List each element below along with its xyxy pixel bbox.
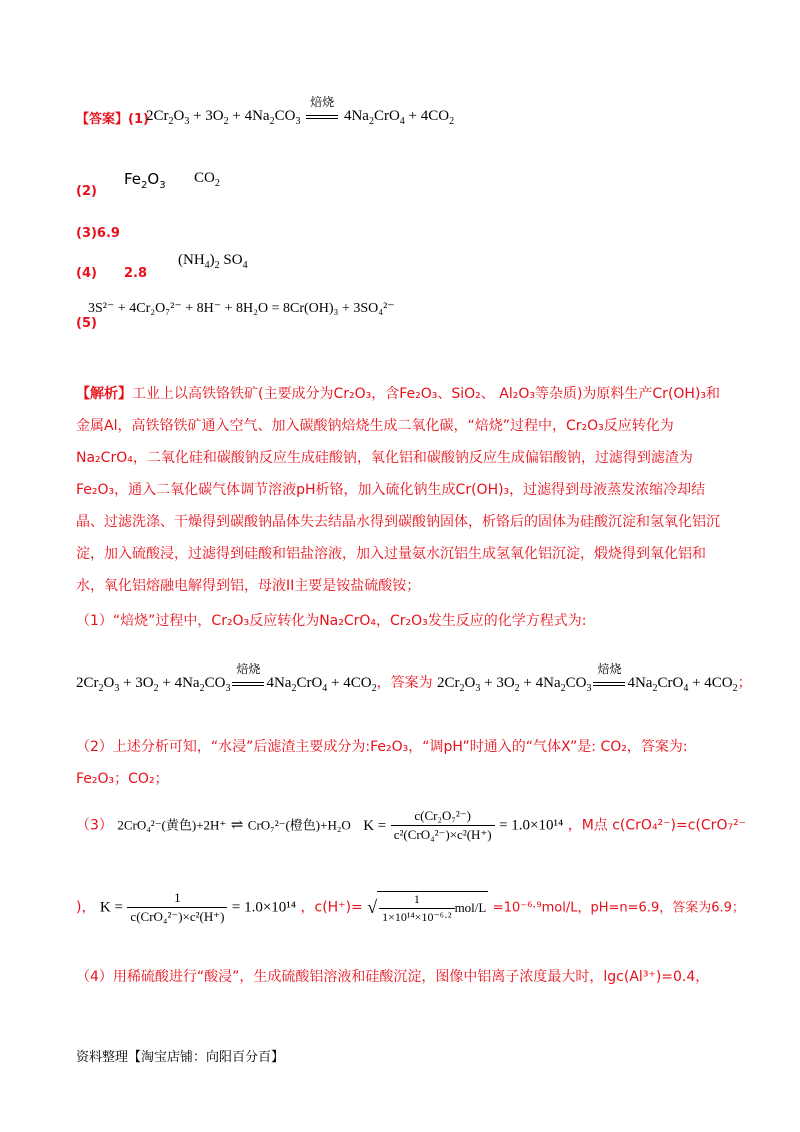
answer-equation-1: $2Cr_2O_3 + 3O_2 + 4Na_2CO_3$ 焙烧 $4Na_2CrO_4 + 4CO_2$ (146, 95, 455, 127)
sqrt-expression: $\frac{1}{\text{1×10¹⁴×10⁻⁶·²}}$ mol/L (377, 891, 488, 925)
ph-result: =10⁻⁶·⁹mol/L，pH=n=6.9，答案为6.9； (492, 900, 745, 916)
equilibrium-right: CrO₇²⁻(橙色)+H₂O (247, 817, 351, 833)
question-3-line: （3） 2CrO₄²⁻(黄色)+2H⁺ ⇌ CrO₇²⁻(橙色)+H₂O K = $\frac{\text{c(Cr₂O₇²⁻)}}{\text{c²(CrO₄²⁻)×c²(H⁺)}}$ = 1.0×10¹⁴ ，M点 c(CrO₄²⁻)=c(CrO₇²⁻ (76, 808, 747, 842)
sqrt-sign: √ (367, 897, 378, 917)
answer-part-5-equation: 3S²⁻ + 4Cr₂O₇²⁻ + 8H⁻ + 8H₂O = 8Cr(OH)₃ + 3SO₄²⁻ (88, 301, 395, 316)
answer-part-2-number: (2) (76, 184, 97, 199)
answer-tag: 【答案】 (76, 112, 129, 127)
answer-part-3: (3)6.9 (76, 226, 120, 241)
answer-part-4-value: 2.8 (124, 266, 148, 281)
analysis-paragraph (76, 378, 726, 602)
k-expression-fraction-2: $\frac{1}{\text{c(CrO₄²⁻)×c²(H⁺)}}$ (127, 890, 227, 925)
answer-part-4-formula: $(NH_4)_2$ $SO_4$ (178, 252, 248, 271)
equilibrium-left: 2CrO₄²⁻(黄色)+2H⁺ (117, 817, 227, 833)
question-3-line-2: )， K = $\frac{1}{\text{c(CrO₄²⁻)×c²(H⁺)}}$ = 1.0×10¹⁴ ，c(H⁺)= √ $\frac{1}{\text{1×10¹⁴×10⁻⁶·²}}$ mol/L =10⁻⁶·⁹mol/L，pH=n=6.9，答案为6.9； (76, 890, 745, 924)
question-2-line-1: （2）上述分析可知，“水浸”后滤渣主要成分为:Fe₂O₃，“调pH”时通入的“气体X”是: CO₂，答案为: (76, 739, 688, 755)
reaction-condition: 焙烧 (304, 108, 340, 125)
equation-1b: $2Cr_2O_3 + 3O_2 + 4Na_2CO_3$ 焙烧 $4Na_2CrO_4 + 4CO_2$ (437, 662, 738, 694)
analysis-tag: 【解析】 (76, 386, 132, 402)
answer-part-4-number: (4) (76, 266, 97, 281)
k-expression-fraction: $\frac{\text{c(Cr₂O₇²⁻)}}{\text{c²(CrO₄²⁻)×c²(H⁺)}}$ (391, 808, 495, 843)
analysis-text: 工业上以高铁铬铁矿(主要成分为Cr₂O₃，含Fe₂O₃、SiO₂、 Al₂O₃等杂质)为原料生产Cr(OH)₃和金属Al，高铁铬铁矿通入空气、加入碳酸钠焙烧生成二氧化碳，“焙烧”过程中，Cr₂O₃反应转化为Na₂CrO₄，二氧化硅和碳酸钠反应生成硅酸钠，氧化铝和碳酸钠反应生成偏铝酸钠，过滤得到滤渣为Fe₂O₃，通入二氧化碳气体调节溶液pH析铬，加入硫化钠生成Cr(OH)₃，过滤得到母液蒸发浓缩冷却结晶、过滤洗涤、干燥得到碳酸钠晶体失去结晶水得到碳酸钠固体，析铬后的固体为硅酸沉淀和氢氧化铝沉淀，加入硫酸浸，过滤得到硅酸和铝盐溶液，加入过量氨水沉铝生成氢氧化铝沉淀，煅烧得到氧化铝和水，氧化铝熔融电解得到铝，母液II主要是铵盐硫酸铵； (76, 386, 721, 594)
answer-part-1-number: (1) (128, 112, 149, 127)
equation-1a: $2Cr_2O_3 + 3O_2 + 4Na_2CO_3$ 焙烧 $4Na_2CrO_4 + 4CO_2$ (76, 662, 377, 694)
answer-part-2-fe2o3: $Fe_2O_3$ (124, 170, 166, 191)
footer-source: 资料整理【淘宝店铺：向阳百分百】 (76, 1050, 285, 1065)
question-4-line: （4）用稀硫酸进行“酸浸”，生成硫酸铝溶液和硅酸沉淀，图像中铝离子浓度最大时，lgc(Al³⁺)=0.4， (76, 969, 710, 985)
answer-line-1 (76, 108, 149, 127)
question-1-equations: $2Cr_2O_3 + 3O_2 + 4Na_2CO_3$ 焙烧 $4Na_2CrO_4 + 4CO_2$，答案为 $2Cr_2O_3 + 3O_2 + 4Na_2CO_3$ 焙烧 $4Na_2CrO_4 + 4CO_2$； (76, 662, 752, 694)
question-2-line-2: Fe₂O₃；CO₂； (76, 771, 169, 787)
answer-for-label: ，答案为 (376, 675, 433, 691)
answer-part-5-number: (5) (76, 316, 97, 331)
question-3-number: （3） (76, 817, 113, 834)
m-point-text: ，M点 c(CrO₄²⁻)=c(CrO₇²⁻ (567, 817, 747, 834)
answer-part-2-co2: $CO_2$ (194, 170, 220, 189)
question-1-line: （1）“焙烧”过程中，Cr₂O₃反应转化为Na₂CrO₄，Cr₂O₃发生反应的化学方程式为: (76, 613, 587, 629)
